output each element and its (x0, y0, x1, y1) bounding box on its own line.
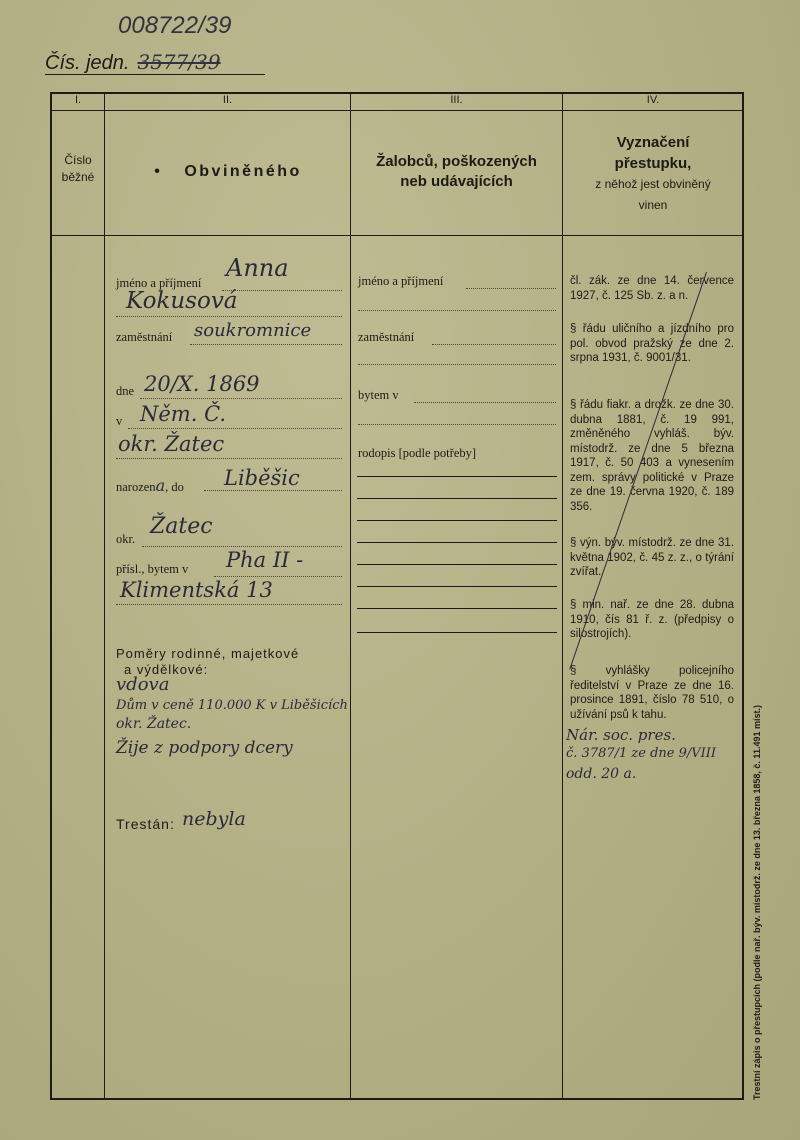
column-header-4 (563, 132, 743, 216)
ruled-line (357, 608, 557, 609)
accused-place-value-1: Něm. Č. (140, 402, 227, 426)
dotted-line (116, 458, 342, 459)
side-form-title: Trestní zápis o přestupcích (podle nař. býv. místodrž. ze dne 13. března 1858, č. 11.491 míst.) (752, 705, 762, 1100)
ruled-line (357, 586, 557, 587)
born-to-label: , do (165, 480, 184, 494)
header-bottom-line (50, 235, 744, 236)
ruled-line (357, 520, 557, 521)
case-number-label: Čís. jedn. (45, 52, 130, 74)
column-number-1: I. (74, 94, 82, 106)
accused-born-to-value: Liběšic (224, 466, 300, 490)
accused-date-value: 20/X. 1869 (144, 372, 260, 396)
accused-date-label: dne (116, 384, 135, 398)
column-divider-3 (562, 92, 563, 1100)
case-number-underline (45, 74, 265, 75)
dotted-line (432, 344, 556, 345)
family-value-4: Žije z podpory dcery (116, 738, 293, 758)
offence-handwritten-3: odd. 20 a. (566, 766, 637, 782)
offence-law-4: § výn. býv. místodrž. ze dne 31. května 1902, č. 45 z. z., o týrání zvířat. (570, 537, 734, 578)
complainant-occupation-label: zaměstnání (358, 330, 415, 344)
column-header-3-line2: neb udávajících (400, 173, 513, 190)
dotted-line (222, 290, 342, 291)
dotted-line (358, 424, 556, 425)
complainant-residence-label: bytem v (358, 388, 399, 402)
accused-district-label: okr. (116, 532, 136, 546)
born-suffix: a (155, 476, 166, 495)
accused-place-value-2: okr. Žatec (118, 432, 225, 456)
family-label-2: a výdělkové: (124, 662, 209, 677)
complainant-history-label: rodopis [podle potřeby] (358, 446, 477, 460)
accused-street-value: Klimentská 13 (120, 578, 273, 602)
offence-law-3: § řádu fiakr. a drožk. ze dne 30. dubna 1881, č. 19 991, změněného vyhláš. býv. místodrž. ze dne 5 března 1917, č. 50 403 a vynesením zem. správy politické v Praze ze dne 19. června 1920, č. 189 356. (570, 399, 734, 513)
dotted-line (414, 402, 556, 403)
punished-value: nebyla (182, 808, 246, 830)
dotted-line (116, 604, 342, 605)
column-header-2: • Obviněného (154, 163, 302, 180)
dotted-line (466, 288, 556, 289)
dotted-line (142, 546, 342, 547)
ruled-line (357, 564, 557, 565)
offence-law-5: § min. nař. ze dne 28. dubna 1910, čís 81 ř. z. (předpisy o silostrojích). (570, 599, 734, 640)
accused-in-label: v (116, 414, 123, 428)
family-value-1: vdova (116, 674, 170, 695)
column-divider-2 (350, 92, 351, 1100)
column-header-3-line1: Žalobců, poškozených (376, 153, 537, 170)
column-number-4: IV. (646, 94, 660, 106)
punished-label: Trestán: (116, 816, 175, 832)
column-header-1-line1: Číslo (64, 153, 92, 167)
case-number (45, 50, 221, 75)
family-value-3: okr. Žatec. (116, 716, 192, 732)
dotted-line (128, 428, 342, 429)
ruled-line (357, 542, 557, 543)
dotted-line (358, 310, 556, 311)
complainant-name-label: jméno a příjmení (358, 274, 444, 288)
case-number-value: 3577/39 (137, 50, 221, 74)
accused-residence-value: Pha II - (226, 548, 304, 572)
dotted-line (116, 316, 342, 317)
dotted-line (140, 398, 342, 399)
accused-name-value-1: Anna (226, 254, 289, 282)
column-header-1-line2: běžné (61, 170, 95, 184)
column-header-1 (52, 152, 104, 186)
accused-name-value-2: Kokusová (126, 288, 238, 314)
offence-law-2: § řádu uličního a jízdního pro pol. obvod pražský ze dne 2. srpna 1931, č. 9001/31. (570, 323, 734, 364)
column-header-4-line1: Vyznačení (616, 134, 690, 151)
column-header-2-title: Obviněného (184, 163, 302, 180)
accused-occupation-value: soukromnice (194, 320, 312, 341)
column-header-4-line2: přestupku, (614, 155, 692, 172)
ruled-line (357, 498, 557, 499)
dotted-line (190, 344, 342, 345)
column-number-3: III. (450, 94, 463, 106)
dotted-line (214, 576, 342, 577)
offence-law-6: § vyhlášky policejního ředitelství v Praze ze dne 16. prosince 1891, číslo 78 510, o užívání psů k tahu. (570, 665, 734, 721)
column-number-row-line (50, 110, 744, 111)
column-header-3 (351, 152, 562, 192)
column-header-4-line4: vinen (638, 198, 668, 212)
ruled-line (357, 476, 557, 477)
offence-handwritten-1: Nár. soc. pres. (566, 726, 676, 744)
column-number-2: II. (222, 94, 233, 106)
reference-number: 008722/39 (118, 12, 232, 39)
offence-handwritten-2: č. 3787/1 ze dne 9/VIII (566, 746, 717, 761)
accused-residence-label: přísl., bytem v (116, 562, 189, 576)
column-header-4-line3: z něhož jest obviněný (595, 177, 711, 191)
offence-law-1: čl. zák. ze dne 14. července 1927, č. 125 Sb. z. a n. (570, 275, 734, 302)
accused-name-label: jméno a příjmení (116, 276, 202, 290)
dotted-line (204, 490, 342, 491)
column-divider-1 (104, 92, 105, 1100)
family-value-2: Dům v ceně 110.000 K v Liběšicích (116, 698, 348, 713)
born-label-text: narozen (116, 480, 156, 494)
accused-born-label (116, 476, 184, 495)
family-label-1: Poměry rodinné, majetkové (116, 646, 300, 661)
accused-district-value: Žatec (150, 514, 213, 539)
ruled-line (357, 632, 557, 633)
dotted-line (358, 364, 556, 365)
accused-occupation-label: zaměstnání (116, 330, 173, 344)
